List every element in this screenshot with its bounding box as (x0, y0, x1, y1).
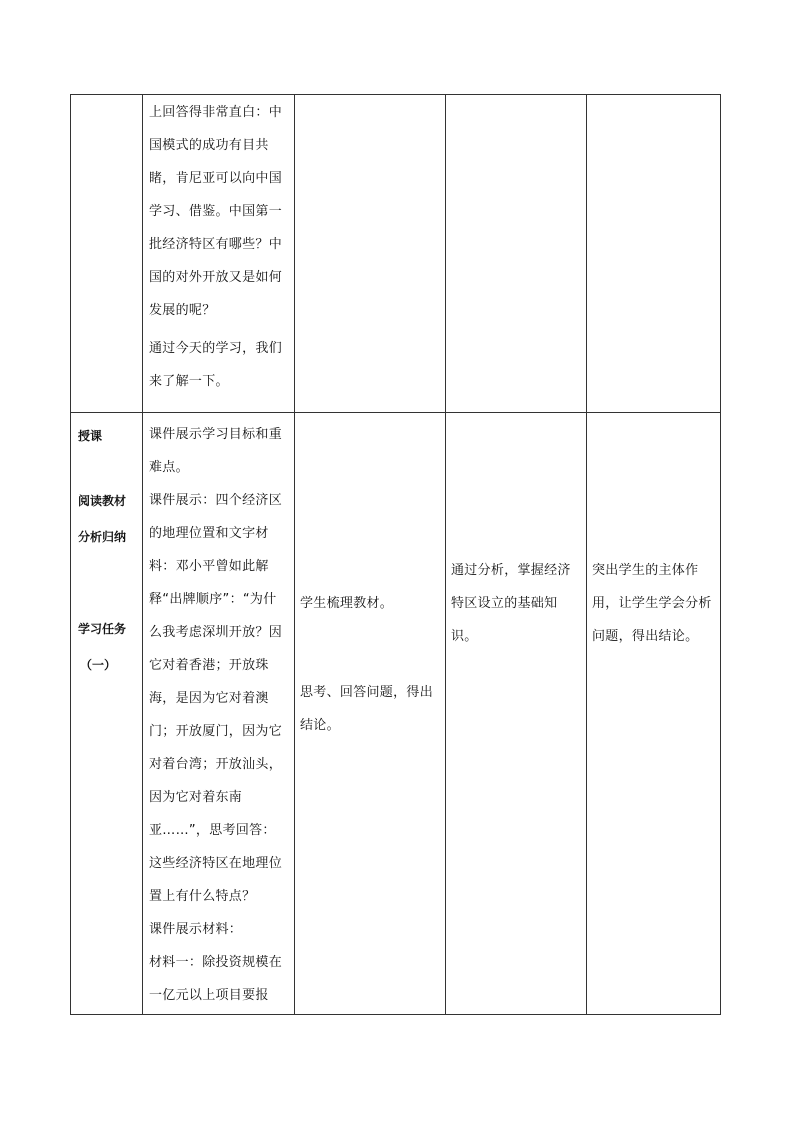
paragraph: 通过今天的学习，我们来了解一下。 (149, 341, 283, 389)
notes-cell (587, 413, 721, 1015)
paragraph: 课件展示材料： (149, 922, 243, 937)
paragraph: 学生梳理教材。 (300, 596, 394, 611)
paragraph: 思考、回答问题，得出结论。 (300, 685, 434, 733)
table-row (71, 413, 721, 1015)
student-activity-cell (295, 413, 446, 1015)
paragraph: 材料一：除投资规模在一亿元以上项目要报 (149, 955, 283, 1003)
design-intent-cell (446, 413, 587, 1015)
table-row (71, 95, 721, 413)
stage-label: 学习任务 (78, 622, 127, 636)
stage-label: （一） (80, 658, 117, 672)
lesson-plan-table (70, 94, 721, 1015)
paragraph: 上回答得非常直白：中国模式的成功有目共睹，肯尼亚可以向中国学习、借鉴。中国第一批经济特区有哪些？中国的对外开放又是如何发展的呢？ (149, 105, 283, 318)
stage-label: 阅读教材 (78, 494, 127, 508)
stage-cell (71, 413, 143, 1015)
stage-cell (71, 95, 143, 413)
design-intent-cell (446, 95, 587, 413)
notes-cell (587, 95, 721, 413)
stage-label: 授课 (78, 429, 103, 443)
teacher-activity-cell (143, 95, 295, 413)
stage-label: 分析归纳 (78, 530, 127, 544)
student-activity-cell (295, 95, 446, 413)
teacher-activity-cell (143, 413, 295, 1015)
paragraph: 课件展示：四个经济区的地理位置和文字材料：邓小平曾如此解释“出牌顺序”：“为什么我考虑深圳开放？因它对着香港；开放珠海，是因为它对着澳门；开放厦门，因为它对着台湾；开放汕头，因为它对着东南亚……”，思考回答：这些经济特区在地理位置上有什么特点？ (149, 493, 283, 904)
paragraph: 课件展示学习目标和重难点。 (149, 427, 283, 475)
paragraph: 突出学生的主体作用，让学生学会分析问题，得出结论。 (592, 563, 712, 644)
paragraph: 通过分析，掌握经济特区设立的基础知识。 (451, 563, 571, 644)
